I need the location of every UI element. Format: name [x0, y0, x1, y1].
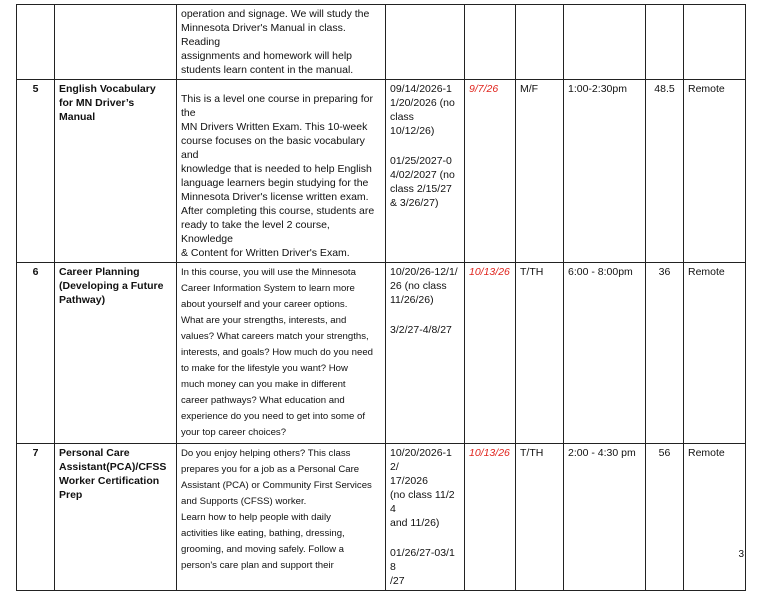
class-days: T/TH: [516, 263, 564, 444]
class-location: Remote: [684, 263, 746, 444]
class-days: T/TH: [516, 444, 564, 591]
course-description: [177, 5, 386, 80]
course-schedule-table: [16, 4, 746, 591]
date-line: and 11/26): [390, 517, 440, 529]
description-line: much money can you make in different: [181, 379, 346, 390]
description-line: operation and signage. We will study the: [181, 8, 370, 20]
description-line: & Content for Written Driver's Exam.: [181, 247, 350, 259]
table-row: [17, 5, 746, 80]
course-description: [177, 263, 386, 444]
description-line: What are your strengths, interests, and: [181, 315, 347, 326]
description-line: grooming, and moving safely. Follow a: [181, 544, 344, 555]
registration-deadline: [465, 5, 516, 80]
date-line: 10/20/2026-12/: [390, 447, 452, 473]
course-hours: 36: [646, 263, 684, 444]
course-description: [177, 80, 386, 263]
date-line: 09/14/2026-1: [390, 83, 452, 95]
course-name: English Vocabulary for MN Driver’s Manual: [55, 80, 177, 263]
table-row: [17, 80, 746, 263]
course-dates: [386, 444, 465, 591]
course-description: [177, 444, 386, 591]
date-gap: [390, 307, 460, 323]
description-line: Minnesota Driver's Manual in class. Reading: [181, 22, 346, 48]
course-number: 6: [17, 263, 55, 444]
class-time: 6:00 - 8:00pm: [564, 263, 646, 444]
date-line: 10/20/26-12/1/: [390, 266, 458, 278]
table-row: [17, 444, 746, 591]
description-line: career pathways? What education and: [181, 395, 345, 406]
description-line: Do you enjoy helping others? This class: [181, 448, 351, 459]
description-line: In this course, you will use the Minnesota: [181, 267, 356, 278]
description-line: your top career choices?: [181, 427, 287, 438]
registration-deadline: 10/13/26: [465, 444, 516, 591]
table-body: [17, 5, 746, 591]
date-gap: [390, 138, 460, 154]
registration-deadline: 10/13/26: [465, 263, 516, 444]
class-location: [684, 5, 746, 80]
class-days: [516, 5, 564, 80]
description-line: to make for the lifestyle you want? How: [181, 363, 348, 374]
description-line: This is a level one course in preparing for the: [181, 93, 374, 119]
date-line: (no class 11/24: [390, 489, 455, 515]
description-line: Assistant (PCA) or Community First Services: [181, 480, 372, 491]
page-number: 3: [738, 549, 744, 560]
description-line: MN Drivers Written Exam. This 10-week: [181, 121, 368, 133]
description-line: After completing this course, students are: [181, 205, 375, 217]
course-number: 7: [17, 444, 55, 591]
description-line: prepares you for a job as a Personal Care: [181, 464, 360, 475]
class-days: M/F: [516, 80, 564, 263]
date-line: 1/20/2026 (no: [390, 97, 455, 109]
course-name: [55, 5, 177, 80]
description-line: activities like eating, bathing, dressing,: [181, 528, 345, 539]
course-hours: 56: [646, 444, 684, 591]
course-dates: [386, 5, 465, 80]
course-number: [17, 5, 55, 80]
course-hours: [646, 5, 684, 80]
registration-deadline: 9/7/26: [465, 80, 516, 263]
class-time: [564, 5, 646, 80]
course-hours: 48.5: [646, 80, 684, 263]
description-line: knowledge that is needed to help English: [181, 163, 372, 175]
description-line: experience do you need to get into some of: [181, 411, 366, 422]
description-line: person's care plan and support their: [181, 560, 334, 571]
date-line: class 2/15/27: [390, 183, 452, 195]
description-line: about yourself and your career options.: [181, 299, 348, 310]
description-line: values? What careers match your strengths,: [181, 331, 369, 342]
course-dates: [386, 263, 465, 444]
date-line: /27: [390, 575, 405, 587]
date-gap: [390, 530, 460, 546]
class-location: Remote: [684, 80, 746, 263]
date-line: 26 (no class: [390, 280, 447, 292]
description-line: Career Information System to learn more: [181, 283, 355, 294]
class-location: Remote: [684, 444, 746, 591]
class-time: 1:00-2:30pm: [564, 80, 646, 263]
course-name: Career Planning (Developing a Future Pathway): [55, 263, 177, 444]
date-line: & 3/26/27): [390, 197, 439, 209]
date-line: class: [390, 111, 414, 123]
description-line: ready to take the level 2 course, Knowledge: [181, 219, 330, 245]
description-line: interests, and goals? How much do you need: [181, 347, 373, 358]
course-name: Personal Care Assistant(PCA)/CFSS Worker Certification Prep: [55, 444, 177, 591]
table-row: [17, 263, 746, 444]
date-line: 01/26/27-03/18: [390, 547, 455, 573]
course-dates: [386, 80, 465, 263]
description-line: and Supports (CFSS) worker.: [181, 496, 307, 507]
course-number: 5: [17, 80, 55, 263]
description-line: course focuses on the basic vocabulary and: [181, 135, 365, 161]
date-line: 10/12/26): [390, 125, 435, 137]
date-line: 11/26/26): [390, 294, 434, 306]
description-line: language learners begin studying for the: [181, 177, 369, 189]
description-line: Learn how to help people with daily: [181, 512, 331, 523]
description-line: Minnesota Driver's license written exam.: [181, 191, 369, 203]
date-line: 4/02/2027 (no: [390, 169, 455, 181]
date-line: 17/2026: [390, 475, 428, 487]
description-line: students learn content in the manual.: [181, 64, 354, 76]
date-line: 01/25/2027-0: [390, 155, 452, 167]
date-line: 3/2/27-4/8/27: [390, 324, 452, 336]
description-line: assignments and homework will help: [181, 50, 352, 62]
class-time: 2:00 - 4:30 pm: [564, 444, 646, 591]
